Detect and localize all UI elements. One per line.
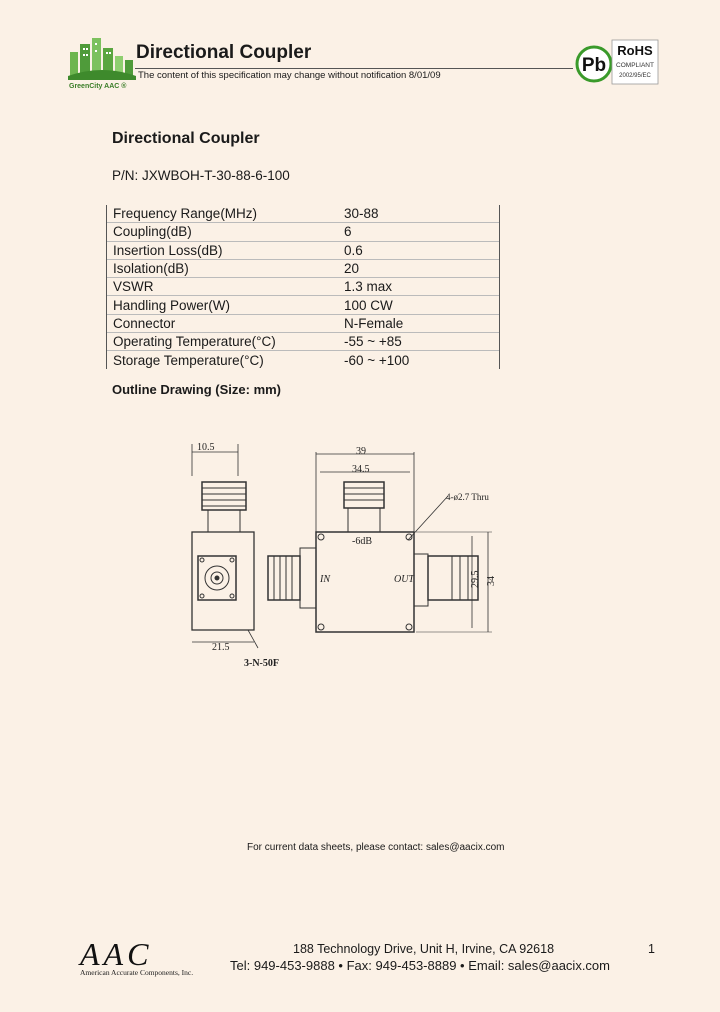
spec-value: -55 ~ +85 — [338, 333, 500, 351]
dim-side-depth: 21.5 — [212, 642, 230, 653]
spec-param: Storage Temperature(°C) — [107, 351, 339, 369]
dim-inner-height: 29.5 — [470, 570, 481, 588]
spec-value: 0.6 — [338, 241, 500, 259]
dim-inner-width: 34.5 — [352, 464, 370, 475]
outline-heading: Outline Drawing (Size: mm) — [112, 382, 282, 397]
spec-param: Isolation(dB) — [107, 259, 339, 277]
spec-row — [107, 278, 500, 296]
spec-param: Connector — [107, 314, 339, 332]
contact-note: For current data sheets, please contact: sales@aacix.com — [247, 842, 505, 853]
company-address: 188 Technology Drive, Unit H, Irvine, CA 92618 — [293, 942, 555, 956]
spec-param: Handling Power(W) — [107, 296, 339, 314]
spec-param: Insertion Loss(dB) — [107, 241, 339, 259]
dim-side-width: 10.5 — [197, 442, 215, 453]
spec-row — [107, 241, 500, 259]
side-view — [192, 442, 279, 669]
header-rule — [135, 68, 573, 69]
spec-row — [107, 223, 500, 241]
spec-row — [107, 333, 500, 351]
company-contact-line: Tel: 949-453-9888 • Fax: 949-453-8889 • Email: sales@aacix.com — [230, 958, 610, 973]
spec-value: 6 — [338, 223, 500, 241]
rohs-label: RoHS — [617, 43, 653, 58]
holes-note: 4-ø2.7 Thru — [446, 492, 489, 502]
spec-row — [107, 296, 500, 314]
spec-row — [107, 351, 500, 369]
spec-table — [106, 205, 500, 369]
port-in: IN — [320, 574, 330, 585]
page-number: 1 — [648, 942, 655, 956]
spec-value: 20 — [338, 259, 500, 277]
spec-row — [107, 314, 500, 332]
aac-logo-text: AAC — [80, 937, 153, 972]
outline-drawing — [180, 436, 500, 676]
port-out: OUT — [394, 574, 415, 585]
rohs-badge — [574, 38, 660, 86]
port-coupled: -6dB — [352, 536, 372, 547]
document-title: Directional Coupler — [112, 130, 260, 147]
rohs-compliant: COMPLIANT — [616, 62, 654, 69]
spec-param: Frequency Range(MHz) — [107, 205, 339, 223]
spec-value: N-Female — [338, 314, 500, 332]
company-name: American Accurate Components, Inc. — [80, 968, 194, 977]
dim-overall-height: 34 — [486, 576, 497, 586]
header-notice: The content of this specification may change without notification 8/01/09 — [138, 70, 441, 81]
spec-value: -60 ~ +100 — [338, 351, 500, 369]
spec-value: 1.3 max — [338, 278, 500, 296]
spec-row — [107, 259, 500, 277]
spec-row — [107, 205, 500, 223]
spec-param: Coupling(dB) — [107, 223, 339, 241]
spec-param: Operating Temperature(°C) — [107, 333, 339, 351]
rohs-pb-symbol: Pb — [581, 55, 607, 76]
dim-overall-width: 39 — [356, 446, 366, 457]
spec-value: 100 CW — [338, 296, 500, 314]
spec-param: VSWR — [107, 278, 339, 296]
header-title: Directional Coupler — [136, 42, 312, 63]
connector-note: 3-N-50F — [244, 658, 279, 669]
rohs-directive: 2002/95/EC — [619, 73, 651, 79]
spec-value: 30-88 — [338, 205, 500, 223]
logo-text: GreenCity AAC ® — [69, 83, 127, 90]
greencity-logo — [66, 34, 138, 92]
part-number: P/N: JXWBOH-T-30-88-6-100 — [112, 168, 290, 183]
